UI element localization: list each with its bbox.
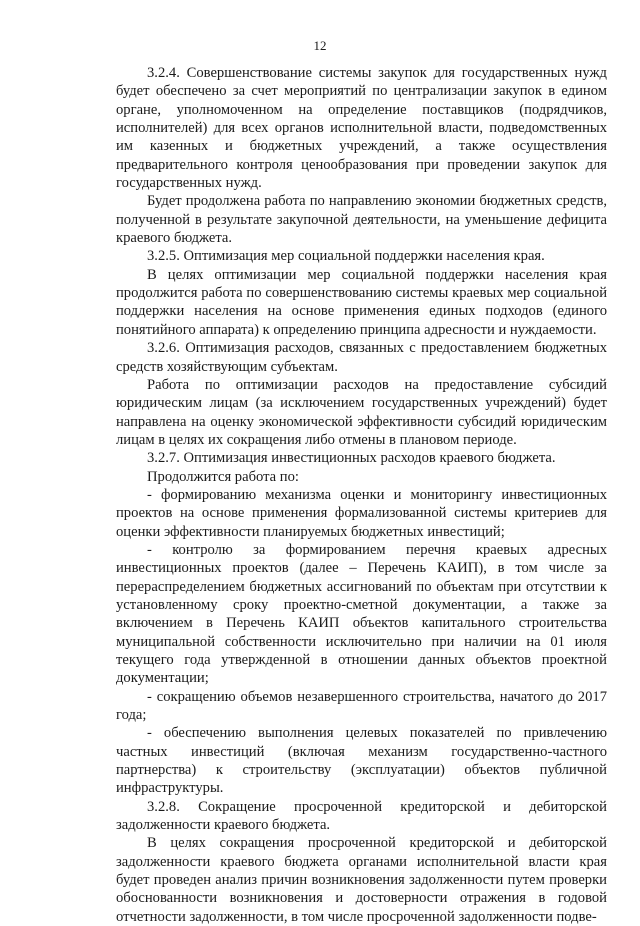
page-number: 12 xyxy=(313,38,327,53)
paragraph-3-2-8-heading: 3.2.8. Сокращение просроченной кредиторской и дебиторской задолженности краевого бюджета. xyxy=(116,798,607,834)
paragraph-debt-reduction: В целях сокращения просроченной кредиторской и дебиторской задолженности краевого бюджета органами исполнительной власти края будет проведен анализ причин возникновения задолженности путем проверки обоснованности возникновения и достоверности отражения в годовой отчетности задолженности, в том числе просроченной задолженности подве- xyxy=(116,835,607,925)
paragraph-3-2-7-heading: 3.2.7. Оптимизация инвестиционных расходов краевого бюджета. xyxy=(147,450,556,467)
list-item-evaluation-mechanism: - формированию механизма оценки и мониторингу инвестиционных проектов на основе применения формализованной системы критериев для оценки эффективности планируемых бюджетных инвестиций; xyxy=(116,486,607,540)
paragraph-subsidies: Работа по оптимизации расходов на предоставление субсидий юридическим лицам (за исключением государственных учреждений) будет направлена на оценку экономической эффективности субсидий юридическим лицам в целях их сокращения либо отмены в плановом периоде. xyxy=(116,376,607,448)
paragraph-work-continues: Продолжится работа по: xyxy=(147,468,299,485)
paragraph-budget-savings: Будет продолжена работа по направлению экономии бюджетных средств, полученной в результате закупочной деятельности, на уменьшение дефицита краевого бюджета. xyxy=(116,193,607,247)
document-body xyxy=(116,64,607,926)
paragraph-3-2-4: 3.2.4. Совершенствование системы закупок для государственных нужд будет обеспечено за счет мероприятий по централизации закупок в едином органе, уполномоченном на определение поставщиков (подрядчиков, исполнителей) для всех органов исполнительной власти, подведомственных им казенных и бюджетных учреждений, а также осуществления предварительного контроля ценообразования при проведении закупок для государственных нужд. xyxy=(116,65,607,192)
list-item-kaip-control: - контролю за формированием перечня краевых адресных инвестиционных проектов (далее – Перечень КАИП), в том числе за перераспределением бюджетных ассигнований по объектам при отсутствии к установленному сроку проектно-сметной документации, а также за включением в Перечень КАИП объектов капитального строительства муниципальной собственности исключительно при наличии на 01 июля текущего года утвержденной в отношении данных объектов проектной документации; xyxy=(116,541,607,687)
paragraph-social-support: В целях оптимизации мер социальной поддержки населения края продолжится работа по совершенствованию системы краевых мер социальной поддержки населения на основе применения единых подходов (единого понятийного аппарата) к определению принципа адресности и нуждаемости. xyxy=(116,266,607,338)
paragraph-3-2-5-heading: 3.2.5. Оптимизация мер социальной поддержки населения края. xyxy=(147,248,545,265)
list-item-private-investment: - обеспечению выполнения целевых показателей по привлечению частных инвестиций (включая механизм государственно-частного партнерства) к строительству (эксплуатации) объектов публичной инфраструктуры. xyxy=(116,725,607,797)
list-item-unfinished-construction: - сокращению объемов незавершенного строительства, начатого до 2017 года; xyxy=(116,688,607,724)
paragraph-3-2-6-heading: 3.2.6. Оптимизация расходов, связанных с предоставлением бюджетных средств хозяйствующим субъектам. xyxy=(116,340,607,375)
